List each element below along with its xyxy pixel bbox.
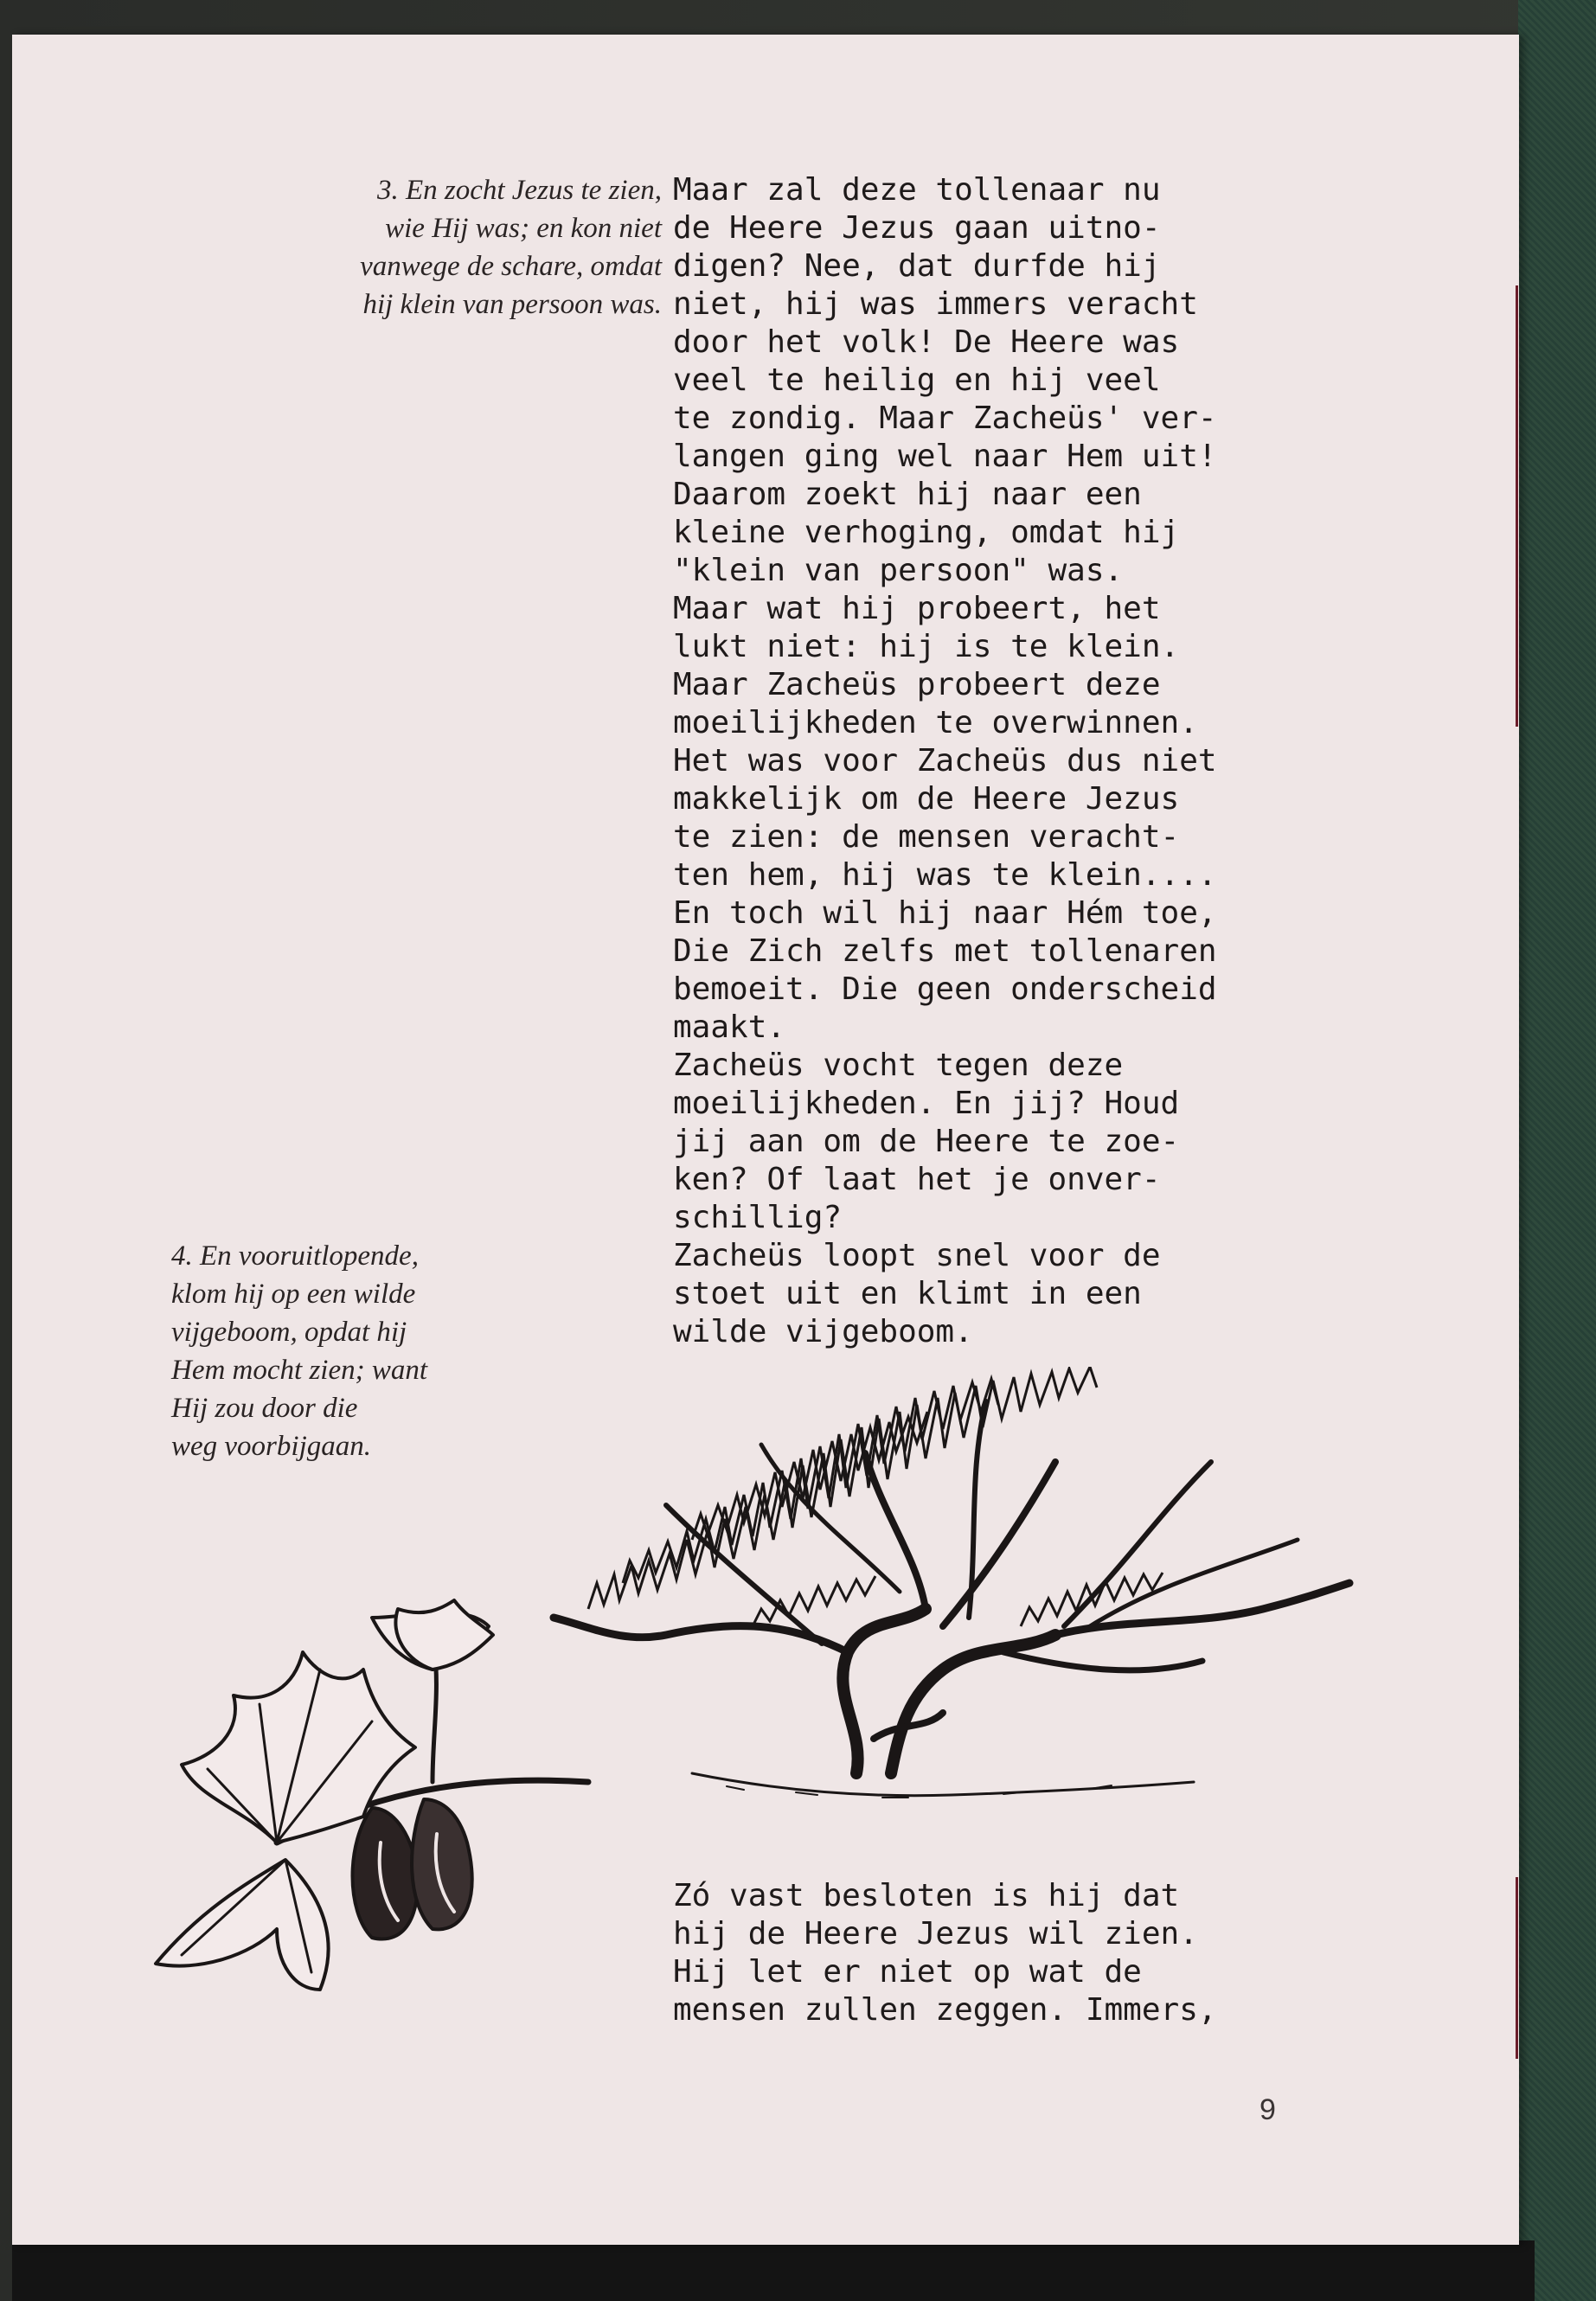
book-cover-edge [1518,0,1596,2301]
bible-verse-4: 4. En vooruitlopende, klom hij op een wilde vijgeboom, opdat hij Hem mocht zien; want Hij zou door die weg voorbijgaan. [171,1240,428,1462]
page-edge-mark [1516,1877,1518,2059]
page-edge-mark [1516,285,1518,727]
fig-branch-illustration [147,1583,597,1998]
closing-text: Zó vast besloten is hij dat hij de Heere Jezus wil zien. Hij let er niet op wat de mensen zullen zeggen. Immers, [673,1878,1217,2028]
main-text-column: Maar zal deze tollenaar nu de Heere Jezus gaan uitno- digen? Nee, dat durfde hij niet, hij was immers veracht door het volk! De Heere was veel te heilig en hij veel te zondig. Maar Zacheüs' ver- langen ging wel naar Hem uit! Daarom zoekt hij naar een kleine verhoging, omdat hij "klein van persoon" was. Maar wat hij probeert, het lukt niet: hij is te klein. Maar Zacheüs probeert deze moeilijkheden te overwinnen. Het was voor Zacheüs dus niet makkelijk om de Heere Jezus te zien: de mensen veracht- ten hem, hij was te klein.... En toch wil hij naar Hém toe, Die Zich zelfs met tollenaren bemoeit. Die geen onderscheid maakt. Zacheüs vocht tegen deze moeilijkheden. En jij? Houd jij aan om de Heere te zoe- ken? Of laat het je onver- schillig? Zacheüs loopt snel voor de stoet uit en klimt in een wilde vijgeboom. [673,172,1217,1349]
bible-verse-3: 3. En zocht Jezus te zien, wie Hij was; en kon niet vanwege de schare, omdat hij klein van persoon was. [360,175,662,320]
page-bottom-shadow [12,2240,1535,2301]
page-number: 9 [1259,2093,1276,2126]
wild-fig-tree-illustration [536,1367,1367,1834]
